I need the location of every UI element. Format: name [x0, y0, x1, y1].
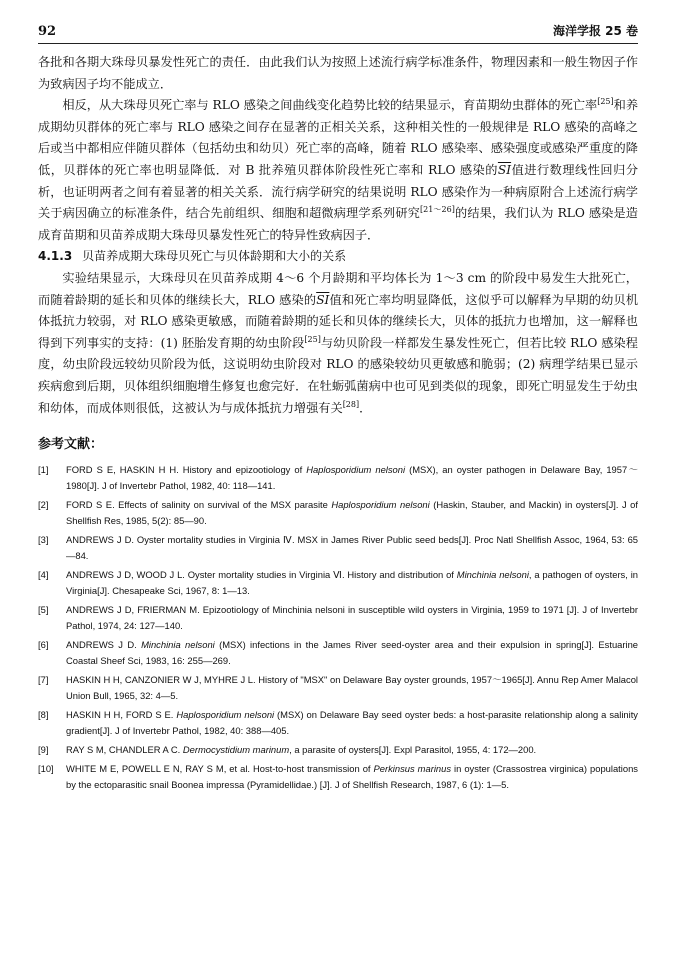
si-symbol: $\overline{SI}$	[316, 292, 330, 307]
reference-item	[38, 462, 638, 494]
reference-text-part: , a parasite of oysters[J]. Expl Parasitol, 1955, 4: 172—200.	[289, 743, 537, 755]
reference-text-part: ANDREWS J D, FRIERMAN M. Epizootiology of Minchinia nelsoni in susceptible wild oysters in Virginia, 1959 to 1971 [J]. J of Invertebr Pathol, 1974, 24: 127—140.	[66, 604, 638, 631]
reference-text-part: HASKIN H H, FORD S E.	[66, 708, 177, 720]
reference-number: [8]	[38, 708, 49, 720]
reference-text-part: ANDREWS J D.	[66, 639, 142, 651]
paragraph-3	[38, 268, 638, 419]
reference-text	[66, 497, 638, 529]
reference-species-name: Haplosporidium nelsoni	[176, 708, 275, 720]
reference-text	[66, 672, 638, 704]
reference-species-name: Minchinia nelsoni	[141, 639, 215, 651]
reference-item	[38, 532, 638, 564]
reference-text-part: FORD S E. Effects of salinity on survival of the MSX parasite	[66, 499, 332, 511]
reference-item	[38, 742, 638, 758]
reference-text-part: , a pathogen of oysters, in Virginia[J]. Chesapeake Sci, 1967, 8: 1—13.	[66, 569, 638, 596]
paragraph-2	[38, 95, 638, 246]
reference-species-name: Minchinia nelsoni	[456, 569, 529, 581]
reference-text-part: ANDREWS J D, WOOD J L. Oyster mortality studies in Virginia Ⅵ. History and distribution of	[66, 569, 457, 581]
journal-running-title: 海洋学报 25 卷	[552, 24, 638, 38]
reference-text-part: (MSX), an oyster pathogen in Delaware Bay, 1957～1980[J]. J of Invertebr Pathol, 1982, 40: 118—141.	[66, 464, 638, 491]
reference-text	[66, 742, 638, 758]
reference-text	[66, 602, 638, 634]
paragraph-3-part-d: ．	[359, 400, 372, 415]
paragraph-2-part-b: 和养成期幼贝群体的死亡率与 RLO 感染之间存在显著的正相关关系，这种相关性的一般规律是 RLO 感染的高峰之后或当中都相应伴随贝群体（包括幼虫和幼贝）死亡率的高峰，随着 RLO 感染率、感染强度或感染严重度的降低，贝群体的死亡率也明显降低．对 B 批养殖贝群体阶段性死亡率和 RLO 感染的	[38, 98, 639, 177]
reference-number: [9]	[38, 743, 49, 755]
citation-link[interactable]: [21～26]	[419, 205, 455, 215]
section-heading	[38, 246, 638, 268]
reference-species-name: Dermocystidium marinum	[182, 743, 290, 755]
paragraph-3-part-a: 实验结果显示，大珠母贝在贝苗养成期 4～6 个月龄期和平均体长为 1～3 cm 的阶段中易发生大批死亡，而随着龄期的延长和贝体的继续长大，RLO 感染的	[38, 270, 638, 307]
paragraph-2-part-a: 相反，从大珠母贝死亡率与 RLO 感染之间曲线变化趋势比较的结果显示，育苗期幼虫群体的死亡率	[62, 98, 598, 113]
paragraph-1: 各批和各期大珠母贝暴发性死亡的责任．由此我们认为按照上述流行病学标准条件，物理因素和一般生物因子作为致病因子均不能成立．	[38, 55, 638, 91]
reference-text-part: FORD S E, HASKIN H H. History and epizootiology of	[66, 464, 307, 476]
reference-number: [4]	[38, 569, 49, 581]
paragraph-3-part-b: 值和死亡率均明显降低，这似乎可以解释为早期的幼贝机体抵抗力较弱，对 RLO 感染更敏感，而随着龄期的延长和贝体的继续长大，贝体的抵抗力也增加，这一解释也得到下列事实的支持：(1) 胚胎发育期的幼虫阶段	[38, 292, 639, 350]
reference-number: [10]	[38, 763, 54, 775]
reference-item	[38, 761, 638, 793]
page	[38, 22, 638, 796]
body-text	[38, 52, 638, 419]
references-heading: 参考文献：	[38, 437, 104, 453]
reference-text	[66, 637, 638, 669]
reference-species-name: Haplosporidium nelsoni	[306, 464, 406, 476]
si-symbol: $\overline{SI}$	[497, 162, 512, 177]
section-title: 贝苗养成期大珠母贝死亡与贝体龄期和大小的关系	[82, 249, 347, 264]
reference-text-part: RAY S M, CHANDLER A C.	[66, 743, 183, 755]
reference-number: [1]	[38, 464, 49, 476]
reference-number: [5]	[38, 604, 49, 616]
reference-text-part: WHITE M E, POWELL E N, RAY S M, et al. Host-to-host transmission of	[66, 763, 374, 775]
reference-text-part: in oyster (Crassostrea virginica) populations by the ectoparasitic snail Boonea impressa (Pyramidellidae.) [J]. J of Shellfish Research, 1987, 6 (1): 1—5.	[66, 763, 638, 790]
paragraph-3-part-c: 与幼贝阶段一样都发生暴发性死亡，但若比较 RLO 感染程度，幼虫阶段远较幼贝阶段为低，这说明幼虫阶段对 RLO 的感染较幼贝更敏感和脆弱；(2) 病理学结果已显示疾病愈到后期，贝体组织细胞增生修复也愈完好．在牡蛎弧菌病中也可见到类似的现象，即死亡明显发生于幼虫和幼体，而成体则很低，这被认为与成体抵抗力增强有关	[38, 335, 638, 415]
reference-text-part: ANDREWS J D. Oyster mortality studies in Virginia Ⅳ. MSX in James River Public seed beds[J]. Proc Natl Shellfish Assoc, 1964, 53: 65—84.	[66, 534, 638, 561]
reference-item	[38, 497, 638, 529]
reference-number: [3]	[38, 534, 49, 546]
reference-item	[38, 567, 638, 599]
reference-number: [6]	[38, 639, 49, 651]
reference-list	[38, 462, 638, 793]
page-header	[38, 22, 638, 44]
reference-text-part: (MSX) infections in the James River seed-oyster area and their expulsion in spring[J]. Estuarine Coastal Sheef Sci, 1983, 16: 255—269.	[66, 639, 639, 666]
reference-text	[66, 462, 638, 494]
paragraph-2-part-d: 的结果，我们认为 RLO 感染是造成育苗期和贝苗养成期大珠母贝暴发性死亡的特异性致病因子．	[38, 206, 638, 242]
reference-species-name: Haplosporidium nelsoni	[331, 499, 430, 511]
reference-item	[38, 602, 638, 634]
page-number: 92	[38, 24, 57, 39]
reference-text	[66, 567, 638, 599]
reference-number: [2]	[38, 499, 49, 511]
reference-number: [7]	[38, 674, 49, 685]
reference-text-part: (Haskin, Stauber, and Mackin) in oysters[J]. J of Shellfish Res, 1985, 5(2): 85—90.	[66, 499, 639, 526]
citation-link[interactable]: [28]	[342, 399, 360, 409]
reference-text	[66, 532, 638, 564]
section-number: 4.1.3	[38, 249, 73, 264]
reference-text	[66, 707, 638, 739]
reference-species-name: Perkinsus marinus	[373, 763, 452, 775]
reference-item	[38, 707, 638, 739]
reference-text-part: (MSX) on Delaware Bay seed oyster beds: a host-parasite relationship along a salinity gradient[J]. J of Invertebr Pathol, 1982, 40: 388—405.	[66, 708, 638, 736]
reference-item	[38, 637, 638, 669]
paragraph-2-part-c: 值进行数理线性回归分析，也证明两者之间有着显著的相关关系．流行病学研究的结果说明 RLO 感染作为一种病原附合上述流行病学关于病因确立的标准条件，结合先前组织、细胞和超微病理学系列研究	[38, 162, 639, 221]
reference-item	[38, 672, 638, 704]
reference-text-part: HASKIN H H, CANZONIER W J, MYHRE J L. History of "MSX" on Delaware Bay oyster grounds, 1957～1965[J]. Annu Rep Amer Malacol Union Bull, 1965, 32: 4—5.	[66, 674, 638, 701]
reference-text	[66, 761, 638, 793]
citation-link[interactable]: [25]	[304, 334, 321, 344]
citation-link[interactable]: [25]	[597, 97, 614, 107]
